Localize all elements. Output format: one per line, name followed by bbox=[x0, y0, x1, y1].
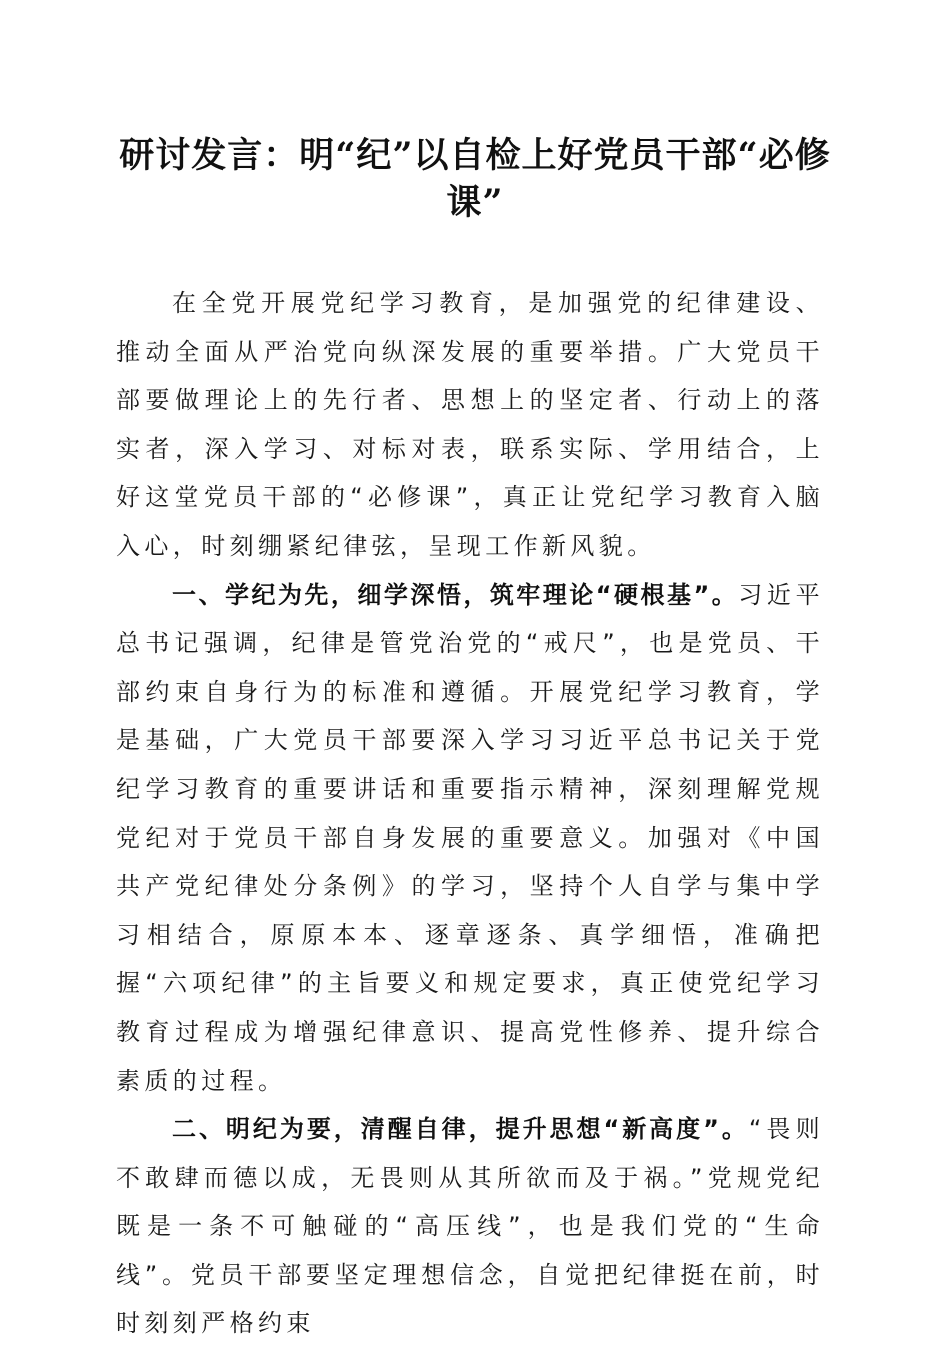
paragraph-text: 在全党开展党纪学习教育，是加强党的纪律建设、推动全面从严治党向纵深发展的重要举措。广大党员干部要做理论上的先行者、思想上的坚定者、行动上的落实者，深入学习、对标对表，联系实际、学用结合，上好这堂党员干部的“必修课”，真正让党纪学习教育入脑入心，时刻绷紧纪律弦，呈现工作新风貌。 bbox=[116, 289, 824, 560]
section-heading: 二、明纪为要，清醒自律，提升思想“新高度”。 bbox=[172, 1115, 749, 1144]
paragraph-text: “畏则不敢肆而德以成，无畏则从其所欲而及于祸。”党规党纪既是一条不可触碰的“高压线”，也是我们党的“生命线”。党员干部要坚定理想信念，自觉把纪律挺在前，时时刻刻严格约束 bbox=[116, 1115, 824, 1338]
document-body bbox=[116, 279, 824, 1348]
paragraph-text: 习近平总书记强调，纪律是管党治党的“戒尺”，也是党员、干部约束自身行为的标准和遵循。开展党纪学习教育，学是基础，广大党员干部要深入学习习近平总书记关于党纪学习教育的重要讲话和重要指示精神，深刻理解党规党纪对于党员干部自身发展的重要意义。加强对《中国共产党纪律处分条例》的学习，坚持个人自学与集中学习相结合，原原本本、逐章逐条、真学细悟，准确把握“六项纪律”的主旨要义和规定要求，真正使党纪学习教育过程成为增强纪律意识、提高党性修养、提升综合素质的过程。 bbox=[116, 580, 824, 1095]
paragraph-section-2 bbox=[116, 1105, 824, 1348]
document-title: 研讨发言：明“纪”以自检上好党员干部“必修课” bbox=[119, 135, 831, 223]
paragraph-intro bbox=[116, 279, 824, 571]
paragraph-section-1 bbox=[116, 571, 824, 1106]
section-heading: 一、学纪为先，细学深悟，筑牢理论“硬根基”。 bbox=[172, 580, 739, 609]
